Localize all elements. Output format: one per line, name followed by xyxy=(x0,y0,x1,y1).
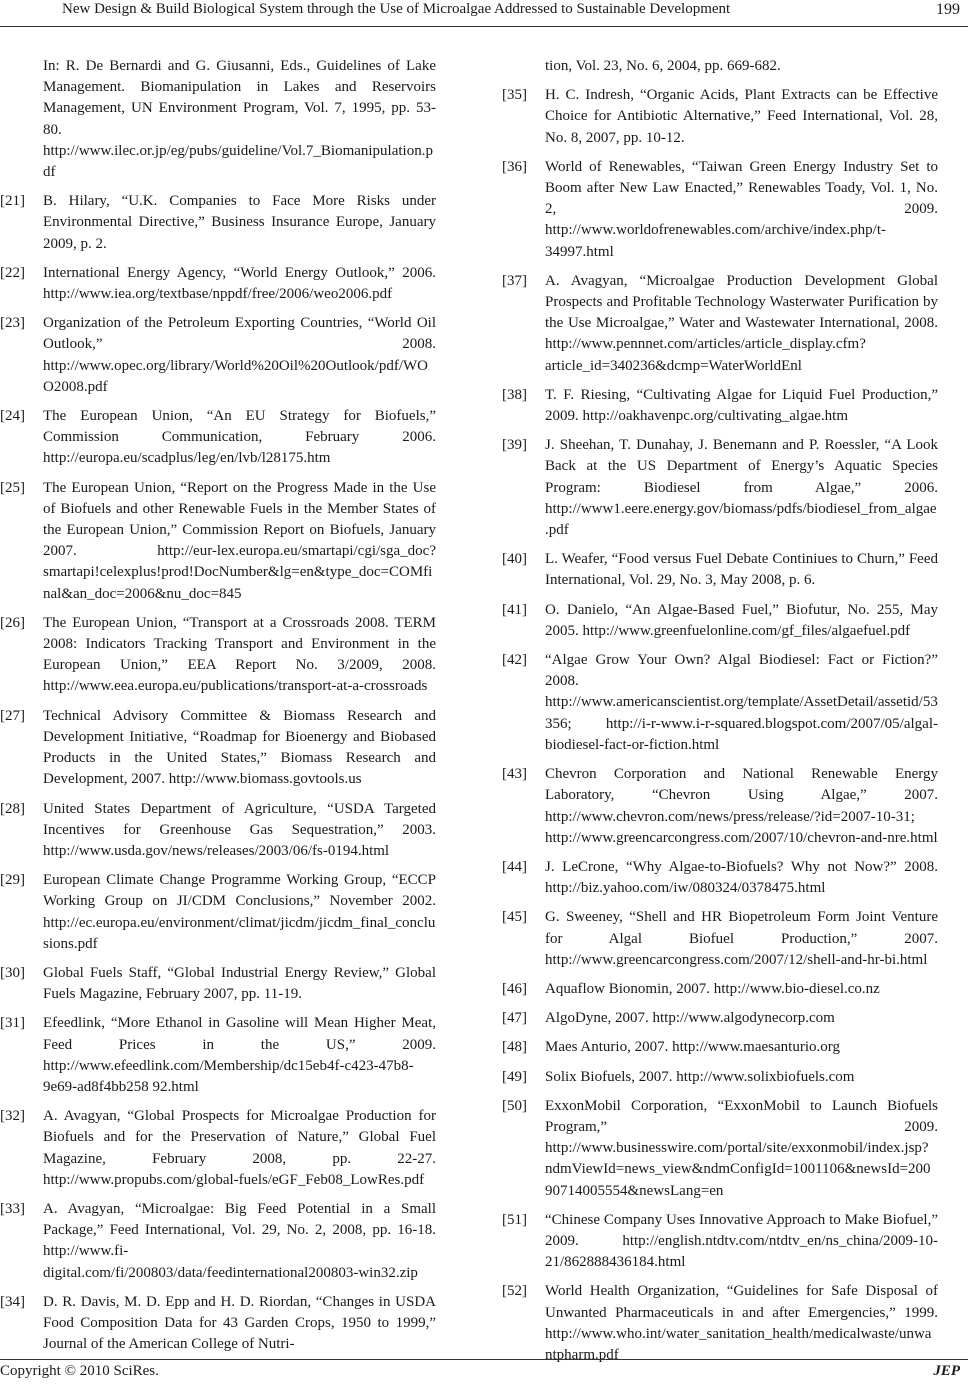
reference-text: B. Hilary, “U.K. Companies to Face More Risks under Environmental Directive,” Business Insurance Europe, January 2009, p. 2. xyxy=(43,193,436,252)
reference-item xyxy=(0,313,436,398)
reference-number: [28] xyxy=(0,800,25,817)
reference-item xyxy=(502,600,938,642)
reference-text: The European Union, “Report on the Progress Made in the Use of Biofuels and other Renewable Fuels in the Member States of the European Union,” Commission Report on Biofuels, January 2007. http://eur-lex.europa.eu/smartapi/cgi/sga_doc?smartapi!celexplus!prod!DocNumber&lg=en&type_doc=COMfinal&an_doc=2006&nu_doc=845 xyxy=(43,479,436,602)
reference-text: Technical Advisory Committee & Biomass Research and Development Initiative, “Roadmap for Bioenergy and Biobased Products in the United States,” Biomass Research and Development, 2007. http://www.biomass.govtools.us xyxy=(43,707,436,788)
reference-number: [52] xyxy=(502,1283,527,1300)
reference-text: D. R. Davis, M. D. Epp and H. D. Riordan, “Changes in USDA Food Composition Data for 43 Garden Crops, 1950 to 1999,” Journal of the American College of Nutri- xyxy=(43,1293,436,1353)
reference-number: [32] xyxy=(0,1108,25,1125)
reference-number: [22] xyxy=(0,264,25,281)
reference-number: [24] xyxy=(0,408,25,425)
reference-text: Global Fuels Staff, “Global Industrial Energy Review,” Global Fuels Magazine, February 2007, pp. 11-19. xyxy=(43,964,436,1003)
reference-text: Efeedlink, “More Ethanol in Gasoline will Mean Higher Meat, Feed Prices in the US,” 2009. http://www.efeedlink.com/Membership/dc15eb4f-c423-47b8-9e69-ad8f4bb258 92.html xyxy=(43,1015,436,1095)
reference-text: Aquaflow Bionomin, 2007. http://www.bio-diesel.co.nz xyxy=(545,980,880,997)
reference-item xyxy=(0,406,436,470)
reference-item xyxy=(502,85,938,149)
reference-item xyxy=(0,478,436,605)
reference-text: A. Avagyan, “Microalgae Production Development Global Prospects and Profitable Technology Wasterwater Purification by the Use Microalgae,” Water and Wastewater International, 2008. http://www.pennnet.com/articles/article_display.cfm?article_id=340236&dcmp=WaterWorldEnl xyxy=(545,272,938,374)
journal-abbrev: JEP xyxy=(933,1363,960,1379)
reference-number: [39] xyxy=(502,437,527,454)
reference-item xyxy=(502,1008,938,1029)
reference-item xyxy=(502,385,938,427)
reference-text: A. Avagyan, “Microalgae: Big Feed Potential in a Small Package,” Feed International, Vol. 29, No. 2, 2008, pp. 16-18. http://www.fi-digital.com/fi/200803/data/feedinternational200803-win32.zip xyxy=(43,1200,436,1281)
reference-item xyxy=(0,1106,436,1191)
reference-text: AlgoDyne, 2007. http://www.algodynecorp.com xyxy=(545,1010,835,1027)
reference-item xyxy=(0,870,436,955)
reference-continuation: tion, Vol. 23, No. 6, 2004, pp. 669-682. xyxy=(545,58,781,74)
reference-number: [35] xyxy=(502,87,527,104)
reference-number: [46] xyxy=(502,980,527,997)
reference-number: [48] xyxy=(502,1039,527,1056)
reference-text: Organization of the Petroleum Exporting Countries, “World Oil Outlook,” 2008. http://www.opec.org/library/World%20Oil%20Outlook/pdf/WOO2008.pdf xyxy=(43,315,436,395)
copyright-notice: Copyright © 2010 SciRes. xyxy=(0,1363,159,1379)
reference-text: O. Danielo, “An Algae-Based Fuel,” Biofutur, No. 255, May 2005. http://www.greenfuelonline.com/gf_files/algaefuel.pdf xyxy=(545,601,938,639)
reference-item xyxy=(0,1199,436,1284)
reference-number: [47] xyxy=(502,1010,527,1027)
reference-item xyxy=(0,613,436,698)
reference-item xyxy=(0,963,436,1005)
reference-number: [25] xyxy=(0,479,25,496)
reference-number: [44] xyxy=(502,858,527,875)
running-title: New Design & Build Biological System through the Use of Microalgae Addressed to Sustainable Development xyxy=(62,1,731,17)
reference-item xyxy=(502,157,938,263)
reference-number: [27] xyxy=(0,707,25,724)
reference-item xyxy=(502,1096,938,1202)
reference-number: [45] xyxy=(502,909,527,926)
reference-item xyxy=(502,1281,938,1366)
reference-number: [34] xyxy=(0,1293,25,1310)
reference-number: [33] xyxy=(0,1200,25,1217)
reference-text: ExxonMobil Corporation, “ExxonMobil to Launch Biofuels Program,” 2009. http://www.businesswire.com/portal/site/exxonmobil/index.jsp?ndmViewId=news_view&ndmConfigId=1001106&newsId=20090714005554&newsLang=en xyxy=(545,1097,938,1199)
reference-text: The European Union, “Transport at a Crossroads 2008. TERM 2008: Indicators Tracking Transport and Environment in the European Union,” EEA Report No. 3/2009, 2008. http://www.eea.europa.eu/publications/transport-at-a-crossroads xyxy=(43,614,436,695)
reference-item xyxy=(502,650,938,756)
reference-number: [40] xyxy=(502,551,527,568)
reference-item xyxy=(0,263,436,305)
reference-text: L. Weafer, “Food versus Fuel Debate Continiues to Churn,” Feed International, Vol. 29, No. 3, May 2008, p. 6. xyxy=(545,551,938,589)
reference-number: [41] xyxy=(502,601,527,618)
reference-item xyxy=(502,271,938,377)
page-footer xyxy=(0,1359,968,1386)
left-column xyxy=(0,56,436,1363)
reference-item xyxy=(502,907,938,971)
reference-number: [36] xyxy=(502,158,527,175)
reference-text: Maes Anturio, 2007. http://www.maesanturio.org xyxy=(545,1039,840,1056)
reference-item xyxy=(0,1013,436,1098)
reference-text: J. LeCrone, “Why Algae-to-Biofuels? Why not Now?” 2008. http://biz.yahoo.com/iw/080324/0378475.html xyxy=(545,858,938,897)
reference-text: European Climate Change Programme Working Group, “ECCP Working Group on JI/CDM Conclusions,” November 2002. http://ec.europa.eu/environment/climat/jicdm/jicdm_final_conclusions.pdf xyxy=(43,872,436,952)
page-number: 199 xyxy=(936,1,960,18)
reference-text: International Energy Agency, “World Energy Outlook,” 2006. http://www.iea.org/textbase/nppdf/free/2006/weo2006.pdf xyxy=(43,264,436,303)
reference-number: [38] xyxy=(502,386,527,403)
reference-text: “Algae Grow Your Own? Algal Biodiesel: Fact or Fiction?” 2008. http://www.americanscientist.org/template/AssetDetail/assetid/53356; http://i-r-www.i-r-squared.blogspot.com/2007/05/algal-biodiesel-fact-or-fiction.html xyxy=(545,652,938,753)
reference-text: World Health Organization, “Guidelines for Safe Disposal of Unwanted Pharmaceuticals in and after Emergencies,” 1999. http://www.who.int/water_sanitation_health/medicalwaste/unwantpharm.pdf xyxy=(545,1283,938,1363)
reference-text: The European Union, “An EU Strategy for Biofuels,” Commission Communication, February 2006. http://europa.eu/scadplus/leg/en/lvb/l28175.htm xyxy=(43,408,436,467)
reference-text: J. Sheehan, T. Dunahay, J. Benemann and P. Roessler, “A Look Back at the US Department of Energy’s Aquatic Species Program: Biodiesel from Algae,” 2006. http://www1.eere.energy.gov/biomass/pdfs/biodiesel_from_algae.pdf xyxy=(545,437,938,539)
reference-number: [31] xyxy=(0,1015,25,1032)
reference-text: A. Avagyan, “Global Prospects for Microalgae Production for Biofuels and for the Preservation of Nature,” Global Fuel Magazine, February 2008, pp. 22-27. http://www.propubs.com/global-fuels/eGF_Feb08_LowRes.pdf xyxy=(43,1108,436,1188)
reference-item xyxy=(502,1067,938,1088)
reference-item xyxy=(0,706,436,791)
reference-item xyxy=(0,799,436,863)
reference-item xyxy=(502,435,938,541)
reference-number: [51] xyxy=(502,1211,527,1228)
reference-text: T. F. Riesing, “Cultivating Algae for Liquid Fuel Production,” 2009. http://oakhavenpc.org/cultivating_algae.htm xyxy=(545,386,938,425)
running-header xyxy=(0,0,968,27)
reference-text: United States Department of Agriculture, “USDA Targeted Incentives for Greenhouse Gas Sequestration,” 2003. http://www.usda.gov/news/releases/2003/06/fs-0194.html xyxy=(43,800,436,859)
reference-text: “Chinese Company Uses Innovative Approach to Make Biofuel,” 2009. http://english.ntdtv.com/ntdtv_en/ns_china/2009-10-21/862888436184.html xyxy=(545,1211,938,1271)
reference-number: [29] xyxy=(0,872,25,889)
reference-item xyxy=(0,191,436,255)
reference-text: Solix Biofuels, 2007. http://www.solixbiofuels.com xyxy=(545,1068,855,1085)
reference-item xyxy=(502,857,938,899)
reference-number: [37] xyxy=(502,272,527,289)
reference-number: [23] xyxy=(0,315,25,332)
reference-number: [21] xyxy=(0,193,25,210)
reference-number: [43] xyxy=(502,766,527,783)
reference-number: [49] xyxy=(502,1068,527,1085)
reference-number: [26] xyxy=(0,614,25,631)
reference-text: H. C. Indresh, “Organic Acids, Plant Extracts can be Effective Choice for Antibiotic Alternative,” Feed International, Vol. 28, No. 8, 2007, pp. 10-12. xyxy=(545,87,938,146)
reference-item xyxy=(502,549,938,591)
reference-item xyxy=(502,1210,938,1274)
reference-number: [50] xyxy=(502,1097,527,1114)
reference-text: G. Sweeney, “Shell and HR Biopetroleum Form Joint Venture for Algal Biofuel Production,” 2007. http://www.greencarcongress.com/2007/12/shell-and-hr-bi.html xyxy=(545,909,938,968)
reference-text: Chevron Corporation and National Renewable Energy Laboratory, “Chevron Using Algae,” 2007. http://www.chevron.com/news/press/release/?id=2007-10-31; http://www.greencarcongress.com/2007/10/chevron-and-nre.html xyxy=(545,766,938,846)
reference-item xyxy=(502,979,938,1000)
reference-item xyxy=(0,1292,436,1356)
reference-number: [42] xyxy=(502,652,527,669)
reference-text: World of Renewables, “Taiwan Green Energy Industry Set to Boom after New Law Enacted,” Renewables Toady, Vol. 1, No. 2, 2009. http://www.worldofrenewables.com/archive/index.php/t-34997.html xyxy=(545,158,938,260)
reference-continuation: In: R. De Bernardi and G. Giusanni, Eds., Guidelines of Lake Management. Biomanipulation in Lakes and Reservoirs Management, UN Environment Program, Vol. 7, 1995, pp. 53-80. http://www.ilec.or.jp/eg/pubs/guideline/Vol.7_Biomanipulation.pdf xyxy=(43,58,436,181)
reference-number: [30] xyxy=(0,964,25,981)
reference-item xyxy=(502,1037,938,1058)
reference-item xyxy=(502,764,938,849)
right-column xyxy=(502,56,938,1374)
